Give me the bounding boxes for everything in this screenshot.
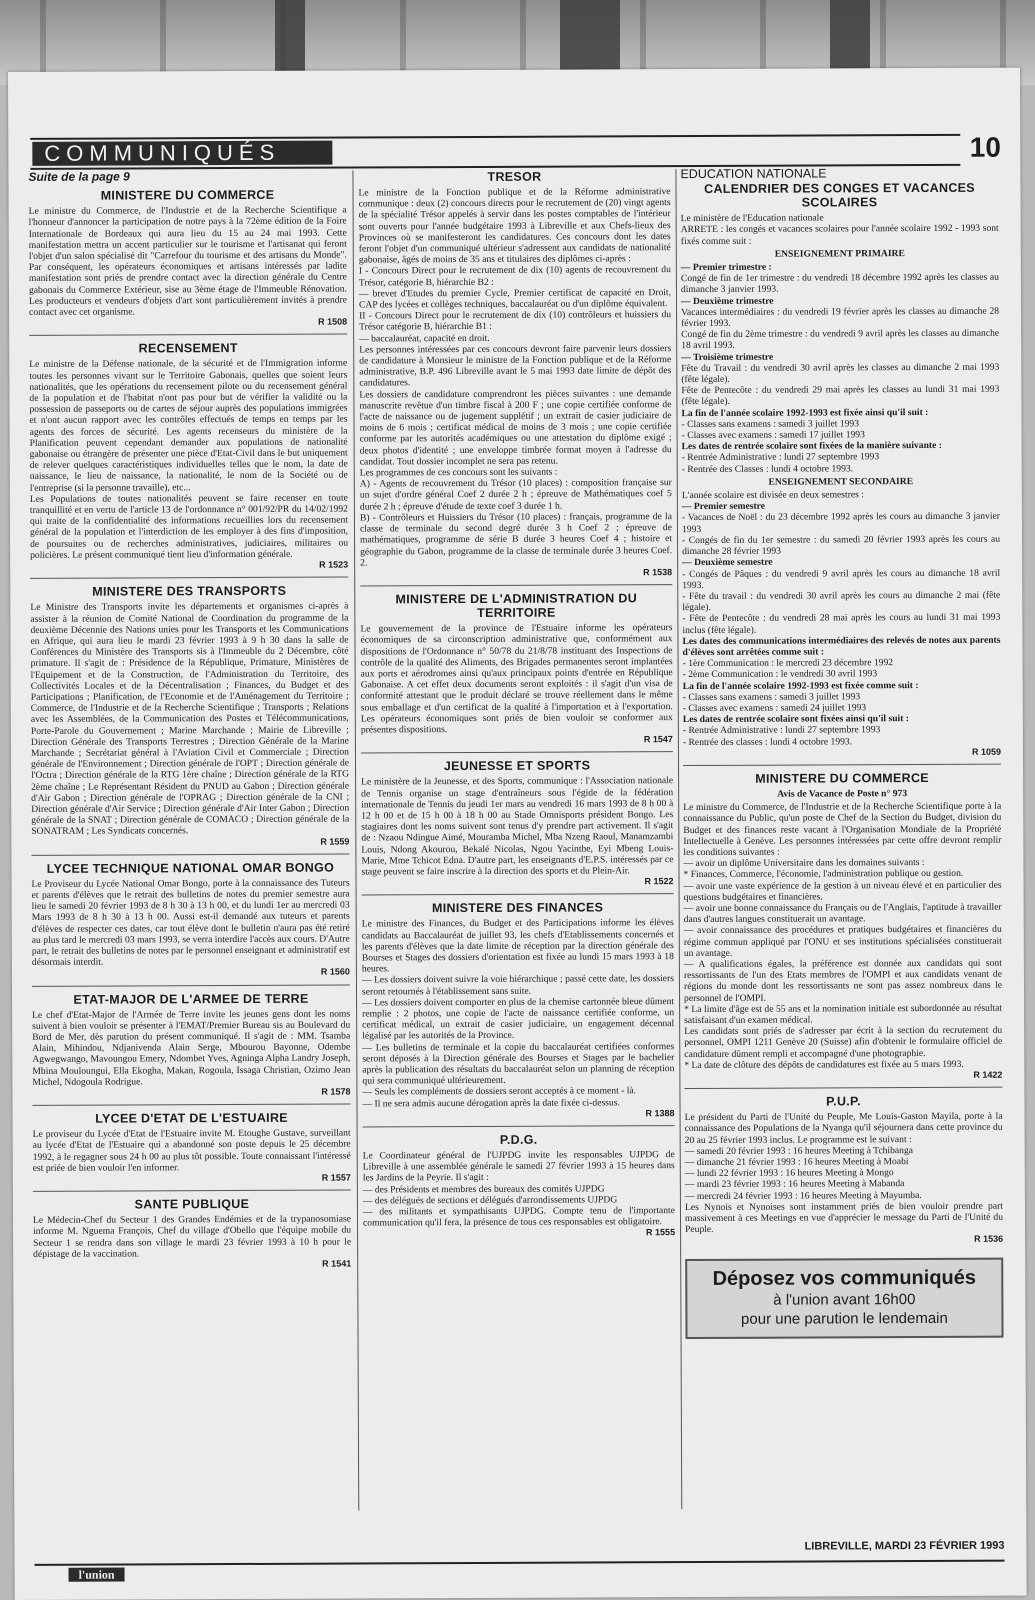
article-body: Le Coordinateur général de l'UJPDG invite les responsables UJPDG de Libreville à une assemblée générale le samedi 27 février 1993 à 15 heures dans les Jardins de la Peyrie. Il s'agit : (362, 1149, 675, 1184)
article-body: A) - Agents de recouvrement du Trésor (10 places) : composition française sur un sujet d'ordre général Coef 2 durée 2 h ; épreuve de Mathématiques coef 5 durée 2 h ; épreuve d'étude de texte coef 3 durée 1 h. (359, 477, 672, 513)
article-body: - Congés de fin du 1er semestre : du samedi 20 février 1993 après les cours au dimanche 28 février 1993 (682, 533, 1001, 558)
article-body: Le Proviseur du Lycée National Omar Bongo, porte à la connaissance des Tuteurs et parents d'élèves que le retrait des bulletins de notes du premier semestre aura lieu le samedi 20 février 1993 de 8 h 30 à 13 h 00, et du lundi 1er au mercredi 03 Mars 1993 de 8 h 30 à 13 h 00. Aussi est-il demandé aux tuteurs et parents d'élèves de respecter ces dates, car tout élève dont le bulletin n'aura pas été retiré au plus tard le mercredi 03 mars 1993, se verra interdire l'accès aux cours. D'Autre part, le retrait des bulletins de notes par le personnel enseignant et administratif est désormais interdit. (31, 877, 350, 969)
article-body: Vacances intermédiaires : du vendredi 19 février après les classes au dimanche 28 février 1993. (681, 305, 1000, 330)
reference-code: R 1523 (319, 559, 349, 570)
article-body: Les candidats sont priés de s'adresser par écrit à la section du recrutement du personnel, OMPI 1211 Genève 20 (Suisse) afin d'obtenir le formulaire officiel de candidature dûment rempli et accompagné d'une photographie. (684, 1024, 1003, 1060)
subheading: — Premier trimestre : (680, 261, 772, 274)
divider (684, 1087, 1002, 1089)
section-heading: ENSEIGNEMENT PRIMAIRE (774, 247, 905, 260)
article-tresor (358, 169, 672, 579)
reference-code: R 1559 (320, 836, 350, 847)
article-body: — avoir connaissance des procédures et pratiques budgétaires et financières du régime commun appliqué par l'ONU et ses institutions spécialisées constituerait un avantage. (683, 924, 1002, 959)
banner-headline: Déposez vos communiqués (712, 1266, 977, 1290)
article-jeunesse-sports (361, 758, 674, 888)
reference-code: R 1547 (643, 734, 673, 745)
article-body: — avoir une vaste expérience de la gestion à un niveau élevé et en particulier des questions budgétaires et financières. (683, 879, 1002, 903)
reference-code: R 1555 (646, 1227, 676, 1238)
subheading: — Troisième trimestre (681, 351, 774, 363)
article-lycee-estuaire (33, 1111, 351, 1185)
article-body: * Finances, Commerce, l'économie, l'administration publique ou gestion. (683, 868, 964, 881)
article-title: MINISTERE DES FINANCES (432, 900, 604, 916)
divider (360, 584, 672, 586)
divider (31, 853, 349, 855)
article-title: RECENSEMENT (138, 341, 238, 356)
banner-line: pour une parution le lendemain (740, 1309, 948, 1328)
issue-date: LIBREVILLE, MARDI 23 FÉVRIER 1993 (804, 1539, 1005, 1553)
article-body: * La date de clôture des dépôts de candidatures est fixée au 5 mars 1993. (684, 1058, 964, 1071)
article-body: Le ministre du Commerce, de l'Industrie et de la Recherche Scientifique a l'honneur d'annoncer la participation de notre pays à la 72ème édition de la Foire Internationale de Bordeaux qui aura lieu du 15 au 24 mai 1993. Cette manifestation mettra un accent particulier sur le tourisme et l'artisanat qui feront l'objet d'un salon spécialisé dit "Carrefour du tourisme et des artisans du Monde". Par conséquent, les opérateurs économiques et artisans intéressés par ladite manifestation sont priés de prendre contact avec la direction générale du Centre gabonais du Commerce Extérieur, sise au 3ème étage de l'Immeuble Rénovation. Les producteurs et vendeurs d'objets d'art sont particulièrement invités à prendre contact avec cet organisme. (28, 204, 348, 318)
article-title: JEUNESSE ET SPORTS (443, 758, 591, 774)
continuation-note: Suite de la page 9 (28, 169, 130, 184)
article-body: Le ministère de la Jeunesse, et des Sports, communique : l'Association nationale de Tennis organise un stage d'entraîneurs sous l'égide de la fédération internationale de Tennis du jeudi 1er mars au vendredi 16 mars 1993 de 8 h 00 à 12 h 00 et de 15 h 00 à 18 h 00 au Stade Omnisports président Bongo. Les stagiaires dont les noms suivent sont tenus d'y prendre part activement. Il s'agit de : Nzaou Ndingue Aimé, Mouramba Michel, Mba Nzeng Raoul, Manamzambi Louis, Ndong Akourou, Bekalé Nicolas, Ngou Yacinthe, Eyi Mbeng Louis-Marie, Mme Tchicot Edna. D'autre part, les enseignants d'E.P.S. intéressés par ce stage peuvent se faire inscrire à la direction des sports et du Plein-Air. (361, 775, 674, 878)
article-body: Fête de Pentecôte : du vendredi 29 mai après les classes au lundi 31 mai 1993 (fête légale). (681, 383, 1000, 408)
publication-name: l'union (69, 1568, 125, 1582)
divider (32, 984, 350, 986)
article-body: Les Populations de toutes nationalités peuvent se faire recenser en toute tranquillité et en vertu de l'article 13 de l'ordonnance n° 001/92/PR du 14/02/1992 qui traite de la confidentialité des informations recueillies lors du recensement général de la population et l'interdiction de les employer à des fins d'imposition, de poursuites ou de recherches administratives, judiciaires, militaires ou policières. Le présent communiqué tient lieu d'information générale. (29, 492, 349, 561)
article-title: SANTE PUBLIQUE (134, 1197, 250, 1212)
article-body: — avoir un diplôme Universitaire dans les domaines suivants : (683, 857, 925, 870)
article-commerce (29, 188, 348, 330)
article-commerce-vacance (683, 771, 1002, 1083)
article-lycee-omar-bongo (31, 860, 350, 979)
article-transports (30, 584, 349, 849)
article-body: - 2ème Communication : le vendredi 30 avril 1993 (682, 668, 878, 681)
reference-code: R 1578 (321, 1086, 351, 1097)
article-body: - 1ère Communication : le mercredi 23 décembre 1992 (682, 657, 894, 670)
subheading: — Deuxième trimestre (680, 295, 774, 307)
article-title: MINISTERE DU COMMERCE (100, 188, 275, 203)
column-left (28, 171, 351, 1272)
reference-code: R 1508 (318, 316, 348, 327)
page-number: 10 (969, 131, 1001, 163)
article-subtitle: Avis de Vacance de Poste n° 973 (777, 788, 908, 800)
subheading: La fin de l'année scolaire 1992-1993 est fixée ainsi qu'il suit : (681, 406, 929, 419)
article-pup (684, 1094, 1003, 1247)
subheading: La fin de l'année scolaire 1992-1993 est fixée comme suit : (682, 679, 919, 692)
article-body: Fête du Travail : du vendredi 30 avril après les classes au dimanche 2 mai 1993 (fête légale). (681, 361, 1000, 386)
column-middle (358, 169, 675, 1240)
article-body: — Les bulletins de terminale et la copie du baccalauréat certifiées conformes seront déposés à la Direction générale des Bourses et Stages par le bachelier après la publication des résultats du baccalauréat selon un planning de réception qui sera communiqué ultérieurement. (362, 1040, 675, 1087)
article-title: MINISTERE DE L'ADMINISTRATION DU TERRITOIRE (395, 591, 638, 621)
subheading: Les dates de rentrée scolaire sont fixées ainsi qu'il suit : (682, 713, 910, 726)
section-header (30, 131, 1001, 170)
article-title: MINISTERE DU COMMERCE (755, 770, 929, 786)
article-body: II - Concours Direct pour le recrutement de dix (10) contrôleurs et huissiers du Trésor catégorie B, hiérarchie B1 : (359, 309, 672, 333)
article-body: Le Médecin-Chef du Secteur 1 des Grandes Endémies et de la trypanosomiase informe M. Nguema François, Chef du village d'Obello que l'équipe mobile du Secteur 1 se rendra dans son village le mardi 23 février 1993 à 10 h pour le dépistage de la vaccination. (32, 1213, 352, 1260)
article-body: - Classes avec examens : samedi 17 juillet 1993 (681, 429, 865, 442)
article-body: — des militants et sympathisants UJPDG. Compte tenu de l'importante communication qu'il fera, la présence de tous ces responsables est obligatoire. (362, 1205, 675, 1229)
article-body: Le ministère de l'Education nationale (680, 212, 824, 225)
article-body: — baccalauréat, capacité en droit. (359, 332, 490, 345)
reference-code: R 1560 (320, 966, 350, 978)
page-footer (35, 1539, 1005, 1584)
list-item: — samedi 20 février 1993 : 16 heures Meeting à Tchibanga (684, 1144, 914, 1157)
article-body: Le ministre de la Défense nationale, de la sécurité et de l'Immigration informe toutes les personnes vivant sur le Territoire Gabonais, quelles que soient leurs nationalités, que les opérations du recensement pilote ou du recensement général de la population et de l'habitat n'ont pas pour but de vérifier la validité ou la possession de passeports ou de cartes de séjour auprès des populations immigrées et n'ont aucun rapport avec les contrôles effectués de temps en temps par les agents des forces de sécurité. Les agents recenseurs du ministère de la Planification peuvent cependant demander aux populations de nationalité gabonaise ou étrangère de présenter une pièce d'Etat-Civil dans le but uniquement de relever quelques caractéristiques individuelles telles que le nom, la date de naissance, le lieu de naissance, la nationalité, le nom de la Société ou de l'entreprise (si la personne travaille), etc... (29, 357, 348, 494)
article-body: Le ministre des Finances, du Budget et des Participations informe les élèves candidats au Baccalauréat de juillet 93, les chefs d'Etablissements concernés et les parents d'élèves que la date limite de réception par la direction générale des Bourses et Stages des dossiers d'orientation est fixée au lundi 15 mars 1993 à 18 heures. (361, 917, 674, 975)
article-body: — A qualifications égales, la préférence est donnée aux candidats qui sont ressortissants de l'un des Etats membres de l'OMPI et aux candidats venant de régions du monde dont les ressortissants ne sont pas assez nombreux dans le personnel de l'OMPI. (683, 957, 1003, 1004)
banner-line: à l'union avant 16h00 (773, 1290, 916, 1309)
list-item: — mercredi 24 février 1993 : 16 heures Meeting à Mayumba. (684, 1189, 922, 1202)
reference-code: R 1059 (971, 746, 1001, 757)
article-body: — Seuls les compléments de dossiers seront acceptés à ce moment - là. (362, 1085, 637, 1098)
article-body: - Rentrée des classes : lundi 4 octobre 1993. (682, 735, 853, 748)
article-body: Le gouvernement de la province de l'Estuaire informe les opérateurs économiques de sa circonscription administrative que, conformément aux dispositions de l'Ordonnance n° 50/78 du 21/8/78 instituant des Inspections de contrôle de la qualité des Aliments, des Brigades permanentes seront implantées aux ports et aérodromes ainsi qu'aux principaux points d'entrée en République Gabonaise. A cet effet deux documents seront exploités : il s'agit d'un visa de conformité attestant que le produit déclaré se trouve réellement dans le même sous emballage et d'un certificat de la qualité à l'importation et à l'exportation. Les opérateurs économiques sont priés de bien vouloir se conformer aux présentes dispositions. (360, 622, 673, 736)
article-finances (362, 900, 675, 1120)
article-body: Le président du Parti de l'Unité du Peuple, Me Louis-Gaston Mayila, porte à la connaissance des Populations de la Nyanga qu'il séjournera dans cette province du 20 au 25 février 1993 inclus. Le programme est le suivant : (684, 1110, 1003, 1146)
article-body: - Fête du travail : du vendredi 30 avril après les cours au dimanche 2 mai (fête légale). (682, 589, 1001, 614)
article-title: ETAT-MAJOR DE L'ARMEE DE TERRE (73, 991, 309, 1007)
article-body: I - Concours Direct pour le recrutement de dix (10) agents de recouvrement du Trésor, catégorie B, hiérarchie B2 : (358, 264, 671, 289)
article-body: * La limite d'âge est de 55 ans et la nomination initiale est subordonnée au résultat satisfaisant d'un examen médical. (684, 1002, 1003, 1027)
reference-code: R 1388 (645, 1107, 675, 1119)
divider (363, 1125, 675, 1127)
column-right (680, 168, 1003, 1339)
article-recensement (29, 341, 348, 572)
article-body: - Rentrée Administrative : lundi 27 septembre 1993 (681, 451, 880, 464)
reference-code: R 1541 (322, 1258, 352, 1269)
article-education (680, 168, 1001, 759)
article-body: B) - Contrôleurs et Huissiers du Trésor (10 places) : français, programme de la classe de terminale du second degré durée 3 h Coef 2 ; épreuve de mathématiques, programme de série B durée 3 heures Coef 4 ; histoire et géographie du Gabon, programme de la classe de terminale durée 3 heures Coef. 2. (359, 510, 673, 569)
article-body: Le ministre du Commerce, de l'Industrie et de la Recherche Scientifique porte à la connaissance du Public, qu'un poste de Chef de la Section du Budget, division du Budget et des finances reste vacant à l'Organisation Mondiale de la Propriété Intellectuelle à Genève. Les personnes intéressées par cette offre devront remplir les conditions suivantes : (683, 800, 1002, 859)
article-title: TRESOR (487, 169, 542, 184)
article-body: - Congés de Pâques : du vendredi 9 avril après les cours au dimanche 18 avril 1993. (682, 567, 1001, 591)
divider (361, 751, 673, 753)
article-body: - Classes sans examens : samedi 3 juillet 1993 (682, 691, 861, 703)
article-body: Le proviseur du Lycée d'Etat de l'Estuaire invite M. Etoughe Gustave, surveillant au lycée d'Etat de l'Estuaire qui a abandonné son poste depuis le 25 décembre 1992, à le regagner sous 24 h 00 au plus tôt possible. Toute connaissant l'intéressé est priée de bien vouloir l'en informer. (32, 1127, 351, 1174)
reference-code: R 1422 (973, 1069, 1003, 1080)
article-title: CALENDRIER DES CONGES ET VACANCES SCOLAIRES (704, 180, 975, 210)
article-body: — brevet d'Etudes du premier Cycle, Premier certificat de capacité en Droit, CAP des lycées et collèges techniques, baccalauréat ou d'un diplôme équivalent. (358, 286, 671, 311)
subheading: — Deuxième semestre (682, 556, 773, 569)
divider (33, 1190, 351, 1192)
article-body: — Il ne sera admis aucune dérogation après la date fixée ci-dessus. (362, 1096, 620, 1110)
divider (683, 764, 1001, 766)
list-item: — mardi 23 février 1993 : 16 heures Meeting à Mabanda (684, 1178, 905, 1191)
subheading: — Premier semestre (681, 500, 766, 513)
article-body: - Fête de Pentecôte : du vendredi 28 mai après les cours au lundi 31 mai 1993 inclus (fête légale). (682, 611, 1001, 636)
article-sante (33, 1197, 351, 1271)
article-title: LYCEE TECHNIQUE NATIONAL OMAR BONGO (46, 860, 335, 876)
article-body: Le ministre de la Fonction publique et de la Réforme administrative communique : deux (2) concours directs pour le recrutement de (20) vingt agents de la spécialité Trésor appelés à servir dans les postes comptables de l'intérieur sont ouverts pour l'année budgétaire 1993 à Libreville et aux Chefs-lieux des Provinces où se manifesteront les candidatures. Ces concours dont les dates feront l'objet d'un communiqué ultérieur s'adressent aux candidats de nationalité gabonaise, âgés de moins de 35 ans et titulaires des diplômes ci-après : (358, 186, 671, 266)
article-body: Le Ministre des Transports invite les départements et organismes ci-après à assister à la réunion de Comité National de Coordination du programme de la deuxième Décennie des Nations unies pour les Transports et les Communications en Afrique, qui aura lieu le mardi 23 février 1993 à 9 h 30 dans la salle de Conférences du Ministère des Transports sis à l'Immeuble du 2 Décembre, côté primature. Il s'agit de : Présidence de la République, Primature, Ministères de l'Equipement et de la Construction, de l'Administration du Territoire, des Collectivités Locales et de la Décentralisation ; Finances, du Budget et des Participations ; Planification, de l'Economie et de l'Aménagement du Territoire ; Commerce, de l'Industrie et de la Recherche Scientifique ; Transports ; Relations avec les Assemblées, de la Communication des Postes et Télécommunications, Porte-Parole du Gouvernement ; Marine Marchande ; Mairie de Libreville ; Direction Générale des Transports Terrestres ; Direction Générale de la Marine Marchande ; Secrétariat général à l'Aviation Civil et Commerciale ; Direction générale de l'Environnement ; Direction générale de l'OPT ; Direction générale de l'Octra ; Direction générale de la RTG 1ère chaîne ; Direction générale de la RTG 2ème chaîne ; Le Représentant Résident du PNUD au Gabon ; Direction générale d'Air Gabon ; Direction générale de l'OPRAG ; Direction générale de la CNI ; Direction générale d'Air Service ; Direction générale d'Air Inter Gabon ; Direction générale de la SNAT ; Direction générale de COMACO ; Direction générale de la SONATRAM ; Les Syndicats concernés. (30, 600, 350, 838)
list-item: — dimanche 21 février 1993 : 16 heures Meeting à Moabi (684, 1156, 909, 1169)
section-title: COMMUNIQUÉS (32, 141, 332, 166)
article-body: — des délégués de sections et délégués d'arrondissements UJPDG (362, 1194, 618, 1207)
article-body: Les dossiers de candidature comprendront les pièces suivantes : une demande manuscrite revêtue d'un timbre fiscal à 200 F ; une copie certifiée conforme de l'acte de naissance ou de jugement supplétif ; un extrait de casier judiciaire de moins de 6 mois ; certificat médical de moins de 3 mois ; une copie certifiée conforme par les autorités académiques ou une attestation du diplôme exigé ; deux photos d'identité ; une enveloppe timbrée format moyen à l'adresse du candidat. Tout dossier incomplet ne sera pas retenu. (359, 387, 672, 468)
divider (30, 577, 348, 579)
article-title: P.U.P. (826, 1094, 861, 1109)
article-body: Congé de fin de 1er trimestre : du vendredi 18 décembre 1992 après les classes au dimanche 3 janvier 1993. (680, 271, 999, 296)
newspaper-page (8, 68, 1027, 1600)
article-title: P.D.G. (499, 1132, 538, 1147)
article-title: LYCEE D'ETAT DE L'ESTUAIRE (95, 1111, 288, 1126)
reference-code: R 1557 (321, 1172, 351, 1183)
list-item: — lundi 22 février 1993 : 16 heures Meeting à Mongo (684, 1167, 894, 1180)
article-body: Congé de fin du 2ème trimestre : du vendredi 9 avril après les classes au dimanche 18 avril 1993. (681, 327, 1000, 352)
column-divider (352, 170, 359, 1510)
divider (362, 893, 674, 895)
article-body: Les programmes de ces concours sont les suivants : (359, 466, 558, 479)
article-pdg (363, 1132, 675, 1240)
article-body: — Les dossiers doivent comporter en plus de la chemise cartonnée bleue dûment remplie : 2 photos, une copie de l'acte de naissance certifiée conforme, un certificat médical, un extrait de casier judiciaire, un engagement décennal légalisé par les autorités de la Province. (362, 995, 675, 1042)
subheading: Les dates des communications intermédiaires des relevés de notes aux parents d'élèves sont arrêtées comme suit : (682, 634, 1001, 658)
article-body: - Vacances de Noël : du 23 décembre 1992 après les cours au dimanche 3 janvier 1993 (681, 511, 1000, 535)
article-administration-territoire (360, 591, 673, 747)
advert-banner (685, 1257, 1003, 1338)
article-title: MINISTERE DES TRANSPORTS (92, 584, 287, 599)
subheading: Les dates de rentrée scolaire sont fixées de la manière suivante : (681, 440, 942, 453)
reference-code: R 1522 (644, 876, 674, 887)
section-heading: ENSEIGNEMENT SECONDAIRE (768, 475, 914, 488)
article-body: L'année scolaire est divisée en deux semestres : (681, 489, 864, 502)
article-body: - Classes sans examens : samedi 3 juillet 1993 (681, 418, 860, 430)
article-etat-major (32, 991, 350, 1099)
article-body: Les personnes intéressées par ces concours devront faire parvenir leurs dossiers de candidature à Monsieur le ministre de la Fonction publique et de la Réforme administrative, B.P. 496 Libreville avant le 5 mai 1993 date limite de dépôt des candidatures. (359, 342, 672, 389)
article-kicker: EDUCATION NATIONALE (680, 166, 827, 182)
article-body: — Les dossiers doivent suivre la voie hiérarchique ; passé cette date, les dossiers seront retournés à l'établissement sans suite. (361, 973, 674, 998)
article-body: - Classes avec examens : samedi 24 juillet 1993 (682, 702, 867, 714)
divider (33, 1104, 351, 1106)
article-body: ARRETE : les congés et vacances scolaires pour l'année scolaire 1992 - 1993 sont fixés comme suit : (680, 223, 999, 247)
reference-code: R 1538 (643, 567, 673, 578)
article-body: - Rentrée Administrative : lundi 27 septembre 1993 (682, 724, 881, 737)
article-body: Le chef d'Etat-Major de l'Armée de Terre invite les jeunes gens dont les noms suivent à bien vouloir se présenter à l'EMAT/Premier Bureau sis au Boulevard du Bord de Mer, dès parution du présent communiqué. Il s'agit de : MM. Tsamba Alain, Mihindou, Ndjanivenda Alain Serge, Mbourou Bayonne, Odembe Agwegwango, Mavoungou Emery, Ndombet Yves, Agninga Alpha Landry Joseph, Mbina Mouloungui, Ella Ekogha, Makan, Rogoula, Issaga Christian, Ozimo Jean Michel, Ndogoula Rodrigue. (32, 1008, 351, 1088)
article-body: - Rentrée des Classes : lundi 4 octobre 1993. (681, 462, 854, 475)
divider (29, 334, 347, 336)
article-body: — des Présidents et membres des bureaux des comités UJPDG (362, 1183, 605, 1196)
article-body: — avoir une bonne connaissance du Français ou de l'Anglais, l'aptitude à travailler dans d'autres langues constituerait un avantage. (683, 901, 1002, 926)
article-body: Les Nynois et Nynoises sont instamment priés de bien vouloir prendre part massivement à ces Meetings en vue d'apprécier le message du Parti de l'Unité du Peuple. (684, 1200, 1004, 1236)
reference-code: R 1536 (974, 1234, 1004, 1245)
